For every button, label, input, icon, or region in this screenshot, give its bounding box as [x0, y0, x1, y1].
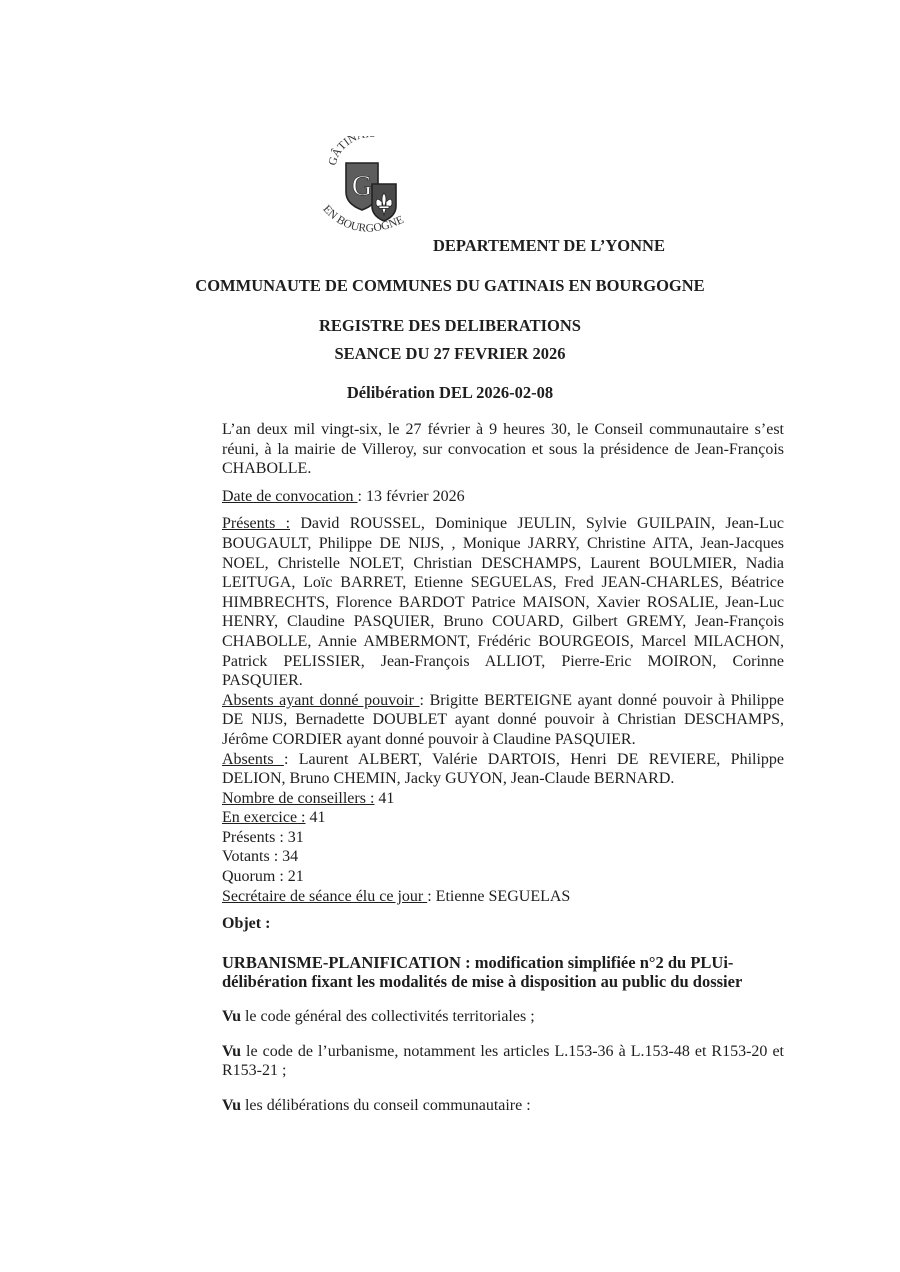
- vu-paragraph: [222, 1007, 784, 1027]
- presents-count: Présents : 31: [222, 828, 304, 846]
- departement-heading: DEPARTEMENT DE L’YONNE: [433, 236, 665, 255]
- convocation-line: [222, 487, 784, 507]
- en-exercice: [222, 808, 784, 828]
- gatinais-logo: [318, 136, 430, 248]
- seance-heading: SEANCE DU 27 FEVRIER 2026: [334, 344, 566, 363]
- absents-pouvoir-paragraph: [222, 691, 784, 750]
- absents-label: Absents: [222, 750, 284, 768]
- intro-paragraph: L’an deux mil vingt-six, le 27 février à 9 heures 30, le Conseil communautaire s’est réuni, à la mairie de Villeroy, sur convocation et sous la présidence de Jean-François CHABOLLE.: [222, 421, 784, 478]
- absents-paragraph: [222, 750, 784, 789]
- absents-list: : Laurent ALBERT, Valérie DARTOIS, Henri DE REVIERE, Philippe DELION, Bruno CHEMIN, Jacky GUYON, Jean-Claude BERNARD.: [222, 750, 785, 788]
- presents-paragraph: [222, 514, 784, 690]
- vu-prefix: Vu: [222, 1008, 241, 1026]
- objet-title: URBANISME-PLANIFICATION : modification simplifiée n°2 du PLUi-délibération fixant les modalités de mise à disposition au public du dossier: [222, 952, 743, 992]
- votants-count: Votants : 34: [222, 848, 299, 866]
- document-body: [222, 420, 784, 1115]
- deliberation-number: Délibération DEL 2026-02-08: [346, 383, 554, 402]
- objet-label: Objet :: [222, 915, 271, 933]
- absents-pouvoir-label: Absents ayant donné pouvoir: [222, 691, 420, 709]
- nombre-value: 41: [374, 789, 395, 807]
- secretaire-value: : Etienne SEGUELAS: [427, 887, 571, 905]
- logo-graphic: [318, 136, 430, 248]
- convocation-label: Date de convocation: [222, 487, 358, 505]
- vu-text: les délibérations du conseil communautaire :: [240, 1096, 531, 1114]
- vu-text: le code de l’urbanisme, notamment les articles L.153-36 à L.153-48 et R153-20 et R153-21 ;: [222, 1042, 784, 1080]
- vu-prefix: Vu: [222, 1096, 241, 1114]
- vu-prefix: Vu: [222, 1042, 241, 1060]
- logo-arc-top: GÂTIN: [326, 136, 359, 167]
- secretaire-line: [222, 887, 784, 907]
- vu-text: le code général des collectivités territoriales ;: [240, 1008, 535, 1026]
- registre-heading: REGISTRE DES DELIBERATIONS: [319, 316, 581, 335]
- communaute-heading: COMMUNAUTE DE COMMUNES DU GATINAIS EN BOURGOGNE: [195, 276, 705, 295]
- nombre-conseillers: [222, 789, 784, 809]
- absents-pouvoir-list: : Brigitte BERTEIGNE ayant donné pouvoir à Philippe DE NIJS, Bernadette DOUBLET ayant donné pouvoir à Christian DESCHAMPS, Jérôme CORDIER ayant donné pouvoir à Claudine PASQUIER.: [222, 691, 785, 748]
- secretaire-label: Secrétaire de séance élu ce jour: [222, 887, 428, 905]
- presents-list: David ROUSSEL, Dominique JEULIN, Sylvie GUILPAIN, Jean-Luc BOUGAULT, Philippe DE NIJS, , Monique JARRY, Christine AITA, Jean-Jacques NOEL, Christelle NOLET, Christian DESCHAMPS, Laurent BOULMIER, Nadia LEITUGA, Loïc BARRET, Etienne SEGUELAS, Fred JEAN-CHARLES, Béatrice HIMBRECHTS, Florence BARDOT Patrice MAISON, Xavier ROSALIE, Jean-Luc HENRY, Claudine PASQUIER, Bruno COUARD, Gilbert GREMY, Jean-François CHABOLLE, Annie AMBERMONT, Frédéric BOURGEOIS, Marcel MILACHON, Patrick PELISSIER, Jean-François ALLIOT, Pierre-Eric MOIRON, Corinne PASQUIER.: [222, 515, 784, 690]
- exercice-label: En exercice :: [222, 809, 306, 827]
- exercice-value: 41: [305, 809, 326, 827]
- presents-label: Présents :: [222, 515, 291, 533]
- logo-arc-bottom: EN BOURGOGNE: [320, 203, 406, 235]
- convocation-value: : 13 février 2026: [357, 487, 465, 505]
- quorum-count: Quorum : 21: [222, 868, 304, 886]
- vu-paragraph: [222, 1096, 784, 1116]
- logo-letter: G: [351, 171, 373, 202]
- nombre-label: Nombre de conseillers :: [222, 789, 375, 807]
- vu-paragraph: [222, 1042, 784, 1081]
